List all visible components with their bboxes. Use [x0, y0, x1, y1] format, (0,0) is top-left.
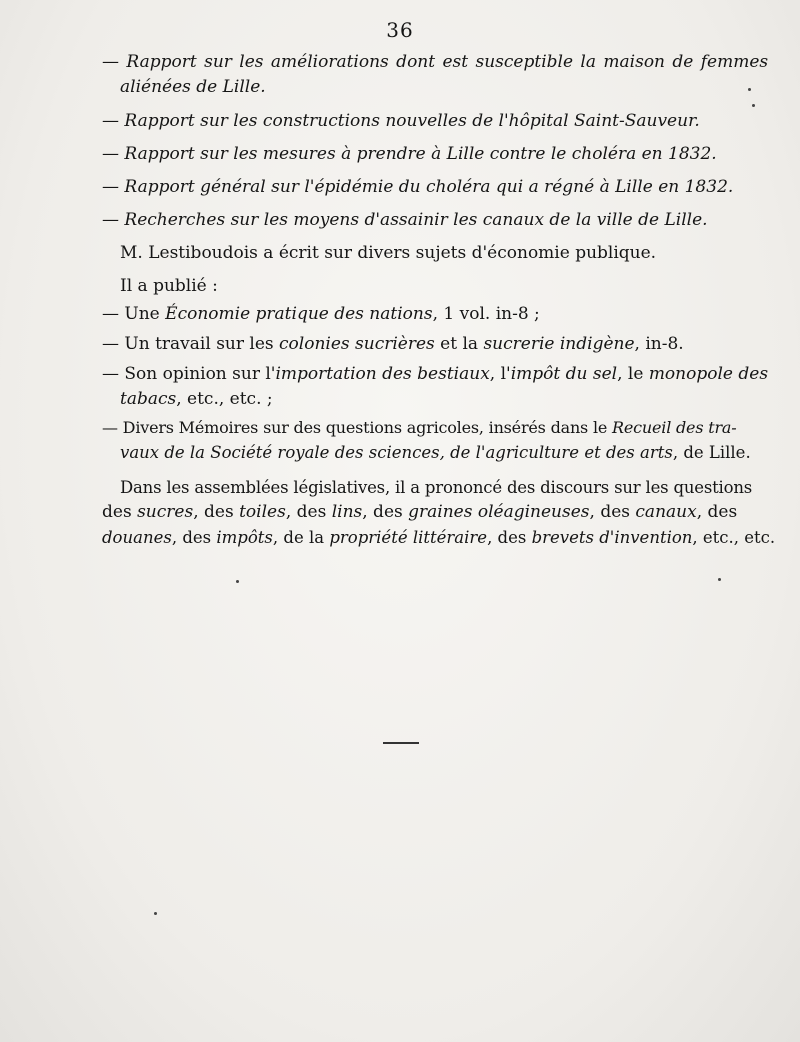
ink-speck — [718, 578, 721, 581]
text-line: — Une Économie pratique des nations, 1 vol. in-8 ; — [102, 304, 540, 324]
text-line: M. Lestiboudois a écrit sur divers sujets d'économie publique. — [120, 243, 657, 263]
text-line: vaux de la Société royale des sciences, de l'agriculture et des arts, de Lille. — [120, 443, 751, 462]
text-line: — Rapport sur les mesures à prendre à Lille contre le choléra en 1832. — [102, 144, 717, 164]
page-body — [102, 50, 776, 550]
text-line: Dans les assemblées législatives, il a prononcé des discours sur les questions — [120, 478, 753, 497]
text-line: des sucres, des toiles, des lins, des graines oléagineuses, des canaux, des — [102, 502, 738, 522]
text-line: aliénées de Lille. — [120, 77, 266, 97]
ink-speck — [154, 912, 157, 915]
ink-speck — [752, 104, 755, 107]
ink-speck — [748, 88, 751, 91]
text-line: — Rapport sur les constructions nouvelles de l'hôpital Saint-Sauveur. — [102, 111, 700, 131]
section-rule — [383, 742, 419, 744]
text-line: — Son opinion sur l'importation des bestiaux, l'impôt du sel, le monopole des — [102, 364, 769, 384]
text-line: tabacs, etc., etc. ; — [120, 389, 273, 409]
text-line: douanes, des impôts, de la propriété littéraire, des brevets d'invention, etc., etc. — [102, 528, 776, 547]
text-line: Il a publié : — [120, 276, 218, 296]
text-line: — Un travail sur les colonies sucrières et la sucrerie indigène, in-8. — [102, 334, 684, 354]
ink-speck — [236, 580, 239, 583]
text-line: — Rapport général sur l'épidémie du choléra qui a régné à Lille en 1832. — [102, 177, 734, 197]
text-line: — Recherches sur les moyens d'assainir les canaux de la ville de Lille. — [102, 210, 708, 230]
text-line: — Rapport sur les améliorations dont est susceptible la maison de femmes — [102, 52, 769, 72]
text-line: — Divers Mémoires sur des questions agricoles, insérés dans le Recueil des tra- — [102, 418, 737, 437]
page-number: 36 — [386, 18, 414, 42]
